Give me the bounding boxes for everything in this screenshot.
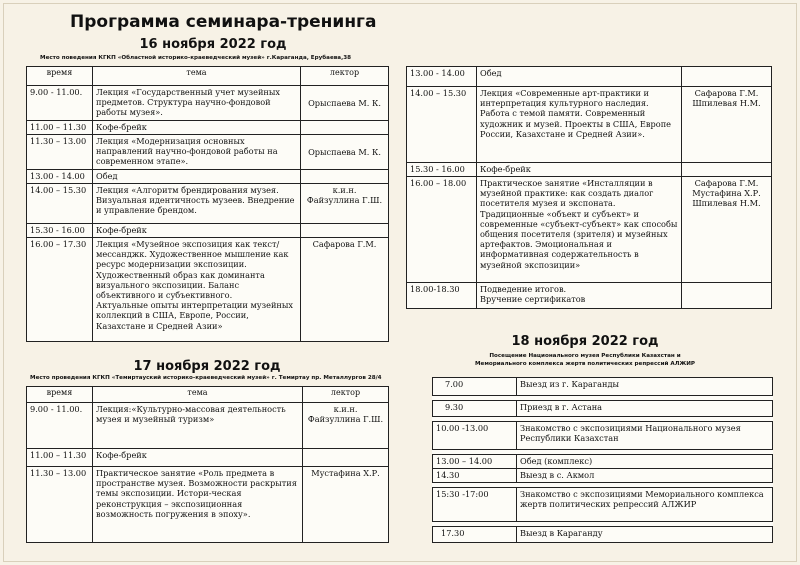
row-topic: Лекция:«Культурно-массовая деятельность музея и музейный туризм»: [93, 403, 303, 449]
col-header-lecturer: лектор: [301, 67, 389, 86]
table-row: [27, 170, 389, 184]
row-time: 9.00 - 11.00.: [27, 403, 93, 449]
table-row: [433, 401, 773, 417]
row-lecturer: [682, 163, 772, 177]
table-row: [433, 378, 773, 396]
day3-venue-line2: Мемориального комплекса жертв политических репрессий АЛЖИР: [474, 361, 695, 367]
row-lecturer: Орыспаева М. К.: [301, 135, 389, 170]
table-row: [27, 403, 389, 449]
row-topic: Лекция «Государственный учет музейных предметов. Структура научно-фондовой работы музея».: [93, 86, 301, 121]
row-topic: Практическое занятие «Инсталляции в музейной практике: как создать диалог посетителя музея и экспоната. Традиционные «объект и субъект» и современные «субъект-субъект» как способы общения посетителя (зрителя) и музейных артефактов. Эмоциональная и информативная содержательность в музейной экспозиции»: [477, 177, 682, 283]
row-topic: Подведение итогов. Вручение сертификатов: [477, 283, 682, 309]
table-row: [433, 455, 773, 469]
row-lecturer: [682, 283, 772, 309]
row-lecturer: [301, 121, 389, 135]
row-topic: Кофе-брейк: [477, 163, 682, 177]
row-time: 11.00 – 11.30: [27, 121, 93, 135]
col-header-lecturer: лектор: [303, 387, 389, 403]
day1-date: 16 ноября 2022 год: [139, 37, 287, 52]
row-lecturer: [301, 224, 389, 238]
row-lecturer: к.и.н. Файзуллина Г.Ш.: [303, 403, 389, 449]
row-time: 13.00 - 14.00: [27, 170, 93, 184]
row-topic: Лекция «Музейное экспозиция как текст/ мессанджк. Художественное мышление как ресурс модернизации экспозиции. Художественный образ как доминанта визуального экспозиции. Баланс объективного и субъективного. Актуальные опыты интерпретации музейных коллекций в США, Европе, России, Казахстане и Средней Азии»: [93, 238, 301, 342]
row-topic: Лекция «Современные арт-практики и интерпретация культурного наследия. Работа с темой памяти. Современный художник и музей. Проекты в США, Европе России, Казахстане и Средней Азии».: [477, 87, 682, 163]
day2-date: 17 ноября 2022 год: [133, 359, 281, 374]
table-row: [27, 467, 389, 543]
table-row: [407, 87, 772, 163]
row-time: 18.00-18.30: [407, 283, 477, 309]
row-time: 9.30: [433, 401, 517, 417]
table-row: [27, 135, 389, 170]
day2-venue: Место проведения КГКП «Темиртауский историко-краеведческий музей» г. Темиртау пр. Металлургов 28/4: [30, 375, 382, 381]
row-time: 17.30: [433, 527, 517, 543]
row-topic: Обед: [93, 170, 301, 184]
table-row: [433, 422, 773, 450]
day3-venue: [440, 352, 730, 368]
row-time: 15.30 - 16.00: [27, 224, 93, 238]
table-row: [433, 488, 773, 522]
row-time: 14.30: [433, 469, 517, 483]
row-time: 7.00: [433, 378, 517, 396]
row-time: 13.00 - 14.00: [407, 67, 477, 87]
col-header-topic: тема: [93, 67, 301, 86]
row-topic: Знакомство с экспозициями Мемориального комплекса жертв политических репрессий АЛЖИР: [517, 488, 773, 522]
day2-table: [26, 386, 389, 543]
col-header-time: время: [27, 387, 93, 403]
row-time: 11.00 – 11.30: [27, 449, 93, 467]
row-topic: Обед (комплекс): [517, 455, 773, 469]
row-time: 11.30 – 13.00: [27, 467, 93, 543]
table-header-row: [27, 67, 389, 86]
row-topic: Выезд из г. Караганды: [517, 378, 773, 396]
day1-continued-table: [406, 66, 772, 309]
table-row: [407, 163, 772, 177]
row-topic: Лекция «Модернизация основных направлений научно-фондовой работы на современном этапе».: [93, 135, 301, 170]
row-time: 10.00 -13.00: [433, 422, 517, 450]
row-topic: Кофе-брейк: [93, 224, 301, 238]
row-topic: Выезд в с. Акмол: [517, 469, 773, 483]
row-topic: Кофе-брейк: [93, 449, 303, 467]
row-time: 11.30 – 13.00: [27, 135, 93, 170]
row-time: 13.00 – 14.00: [433, 455, 517, 469]
table-row: [27, 121, 389, 135]
table-row: [27, 224, 389, 238]
day3-venue-line1: Посещение Национального музея Республики Казахстан и: [489, 353, 681, 359]
row-lecturer: Мустафина Х.Р.: [303, 467, 389, 543]
row-topic: Практическое занятие «Роль предмета в пространстве музея. Возможности раскрытия темы экспозиции. Истори-ческая реконструкция – экспозиционная возможность погружения в эпоху».: [93, 467, 303, 543]
row-topic: Обед: [477, 67, 682, 87]
day3-table: [432, 377, 773, 543]
row-time: 15:30 -17:00: [433, 488, 517, 522]
row-lecturer: [301, 170, 389, 184]
row-lecturer: Сафарова Г.М.: [301, 238, 389, 342]
table-row: [433, 527, 773, 543]
table-row: [27, 86, 389, 121]
row-topic: Выезд в Караганду: [517, 527, 773, 543]
row-time: 14.00 – 15.30: [27, 184, 93, 224]
page-title: Программа семинара-тренинга: [70, 12, 377, 32]
row-lecturer: Сафарова Г.М. Шпилевая Н.М.: [682, 87, 772, 163]
day3-date: 18 ноября 2022 год: [511, 334, 659, 349]
table-row: [27, 238, 389, 342]
row-time: 14.00 – 15.30: [407, 87, 477, 163]
row-topic: Приезд в г. Астана: [517, 401, 773, 417]
row-time: 9.00 - 11.00.: [27, 86, 93, 121]
row-lecturer: [682, 67, 772, 87]
row-time: 16.00 – 17.30: [27, 238, 93, 342]
day1-venue: Место поведения КГКП «Областной историко-краеведческий музей» г.Караганда, Ерубаева,38: [40, 55, 351, 61]
row-time: 15.30 - 16.00: [407, 163, 477, 177]
table-row: [27, 184, 389, 224]
row-lecturer: к.и.н. Файзуллина Г.Ш.: [301, 184, 389, 224]
row-lecturer: Сафарова Г.М. Мустафина Х.Р. Шпилевая Н.М.: [682, 177, 772, 283]
row-topic: Знакомство с экспозициями Национального музея Республики Казахстан: [517, 422, 773, 450]
row-time: 16.00 – 18.00: [407, 177, 477, 283]
row-lecturer: [303, 449, 389, 467]
row-topic: Кофе-брейк: [93, 121, 301, 135]
table-row: [407, 67, 772, 87]
day1-table: [26, 66, 389, 342]
table-row: [27, 449, 389, 467]
row-lecturer: Орыспаева М. К.: [301, 86, 389, 121]
table-row: [433, 469, 773, 483]
table-row: [407, 283, 772, 309]
col-header-time: время: [27, 67, 93, 86]
table-row: [407, 177, 772, 283]
row-topic: Лекция «Алгоритм брендирования музея. Визуальная идентичность музеев. Внедрение и управление брендом.: [93, 184, 301, 224]
table-header-row: [27, 387, 389, 403]
col-header-topic: тема: [93, 387, 303, 403]
